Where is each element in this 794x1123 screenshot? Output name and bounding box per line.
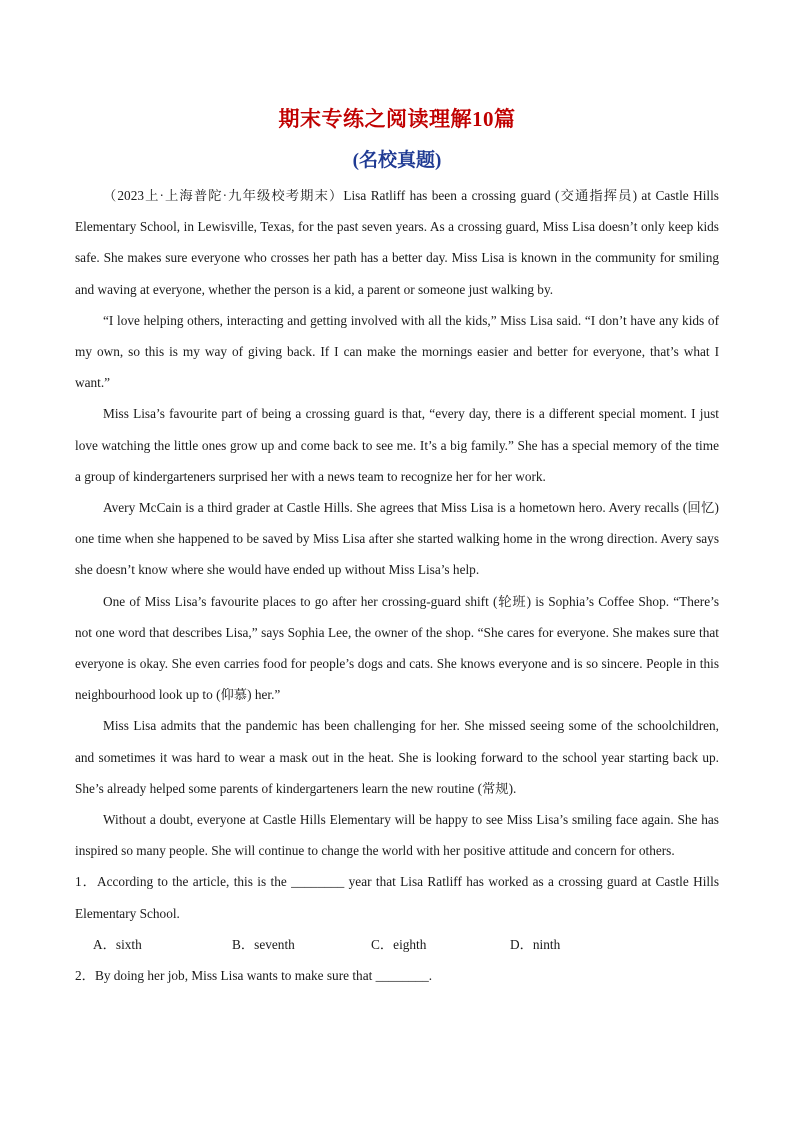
passage-paragraph: “I love helping others, interacting and getting involved with all the kids,” Miss Lisa said. “I don’t have any kids of my own, so this is my way of giving back. If I can make the mornings easier and better for everyone, that’s what I want.” <box>75 312 719 391</box>
passage-paragraph: （2023上·上海普陀·九年级校考期末）Lisa Ratliff has been a crossing guard (交通指挥员) at Castle Hills Elementary School, in Lewisville, Texas, for the past seven years. As a crossing guard, Miss Lisa doesn’t only keep kids safe. She makes sure everyone who crosses her path has a better day. Miss Lisa is known in the community for smiling and waving at everyone, whether the person is a kid, a parent or someone just walking by. <box>75 188 719 297</box>
document-body <box>75 180 719 991</box>
passage-paragraph: Without a doubt, everyone at Castle Hills Elementary will be happy to see Miss Lisa’s smiling face again. She has inspired so many people. She will continue to change the world with her positive attitude and concern for others. <box>75 812 719 859</box>
option-d: D．ninth <box>510 936 561 952</box>
passage-paragraph: One of Miss Lisa’s favourite places to go after her crossing-guard shift (轮班) is Sophia’s Coffee Shop. “There’s not one word that describes Lisa,” says Sophia Lee, the owner of the shop. “She cares for everyone. She makes sure that everyone is okay. She even carries food for people’s dogs and cats. She knows everyone and is so sincere. People in this neighbourhood look up to (仰慕) her.” <box>75 593 719 703</box>
page-subtitle: (名校真题) <box>352 150 442 171</box>
page-title: 期末专练之阅读理解10篇 <box>278 107 516 131</box>
question-1-stem: 1．According to the article, this is the ________ year that Lisa Ratliff has worked as a crossing guard at Castle Hills Elementary School. <box>75 874 719 921</box>
option-a: A．sixth <box>93 936 142 952</box>
passage-paragraph: Miss Lisa’s favourite part of being a crossing guard is that, “every day, there is a different special moment. I just love watching the little ones grow up and come back to see me. It’s a big family.” She has a special memory of the time a group of kindergarteners surprised her with a news team to recognize her for her work. <box>75 406 719 484</box>
passage-paragraph: Avery McCain is a third grader at Castle Hills. She agrees that Miss Lisa is a hometown hero. Avery recalls (回忆) one time when she happened to be saved by Miss Lisa after she started walking home in the wrong direction. Avery says she doesn’t know where she would have ended up without Miss Lisa’s help. <box>75 500 719 578</box>
option-c: C．eighth <box>371 936 427 952</box>
question-1-options <box>75 929 719 960</box>
question-2-stem: 2．By doing her job, Miss Lisa wants to make sure that ________. <box>75 968 433 984</box>
option-b: B．seventh <box>232 936 295 952</box>
passage-paragraph: Miss Lisa admits that the pandemic has been challenging for her. She missed seeing some of the schoolchildren, and sometimes it was hard to wear a mask out in the heat. She is looking forward to the school year starting back up. She’s already helped some parents of kindergarteners learn the new routine (常规). <box>75 718 719 796</box>
